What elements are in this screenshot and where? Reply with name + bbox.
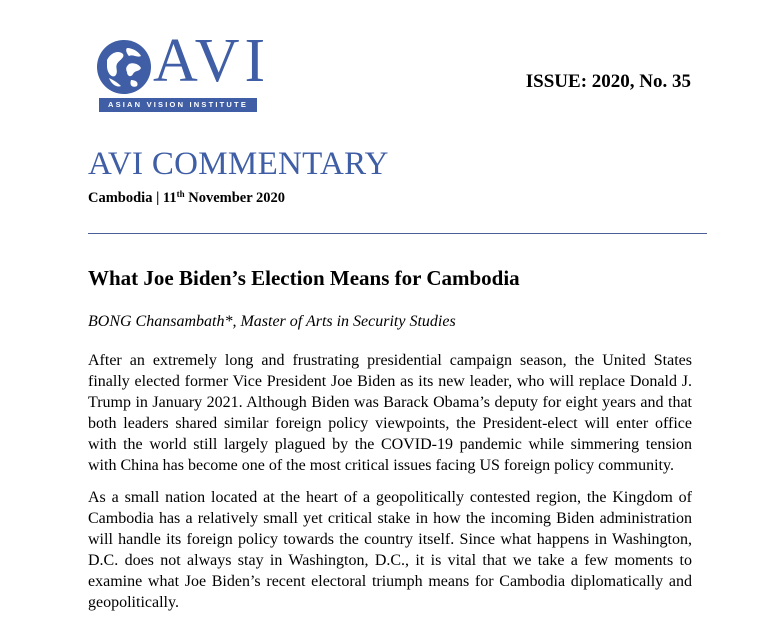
paragraph-2: As a small nation located at the heart of a geopolitically contested region, the Kingdom of Cambodia has a relatively small yet critical stake in how the incoming Biden administration will handle its foreign policy towards the country itself. Since what happens in Washington, D.C. does not always stay in Washington, D.C., it is vital that we take a few moments to examine what Joe Biden’s recent electoral triumph means for Cambodia diplomatically and geopolitically.	[88, 489, 692, 611]
dateline-location: Cambodia | 11	[88, 190, 177, 206]
article-author: BONG Chansambath*, Master of Arts in Security Studies	[88, 313, 456, 330]
paragraph-1: After an extremely long and frustrating presidential campaign season, the United States finally elected former Vice President Joe Biden as its new leader, who will replace Donald J. Trump in January 2021. Although Biden was Barack Obama’s deputy for eight years and that both leaders shared similar foreign policy viewpoints, the President-elect will enter office with the world still largely plagued by the COVID-19 pandemic while simmering tension with China has become one of the most critical issues facing US foreign policy community.	[88, 352, 692, 474]
logo-wordmark: AVI	[153, 27, 271, 95]
logo-tagline: ASIAN VISION INSTITUTE	[99, 98, 257, 112]
globe-icon	[95, 38, 153, 96]
series-title: AVI COMMENTARY	[88, 146, 389, 182]
issue-number: ISSUE: 2020, No. 35	[525, 71, 691, 92]
dateline-date: November 2020	[184, 190, 286, 206]
avi-logo	[95, 27, 271, 112]
date-suffix: th	[176, 189, 185, 199]
dateline	[88, 190, 285, 207]
header-divider	[88, 233, 707, 234]
article-title: What Joe Biden’s Election Means for Cambodia	[88, 266, 520, 290]
